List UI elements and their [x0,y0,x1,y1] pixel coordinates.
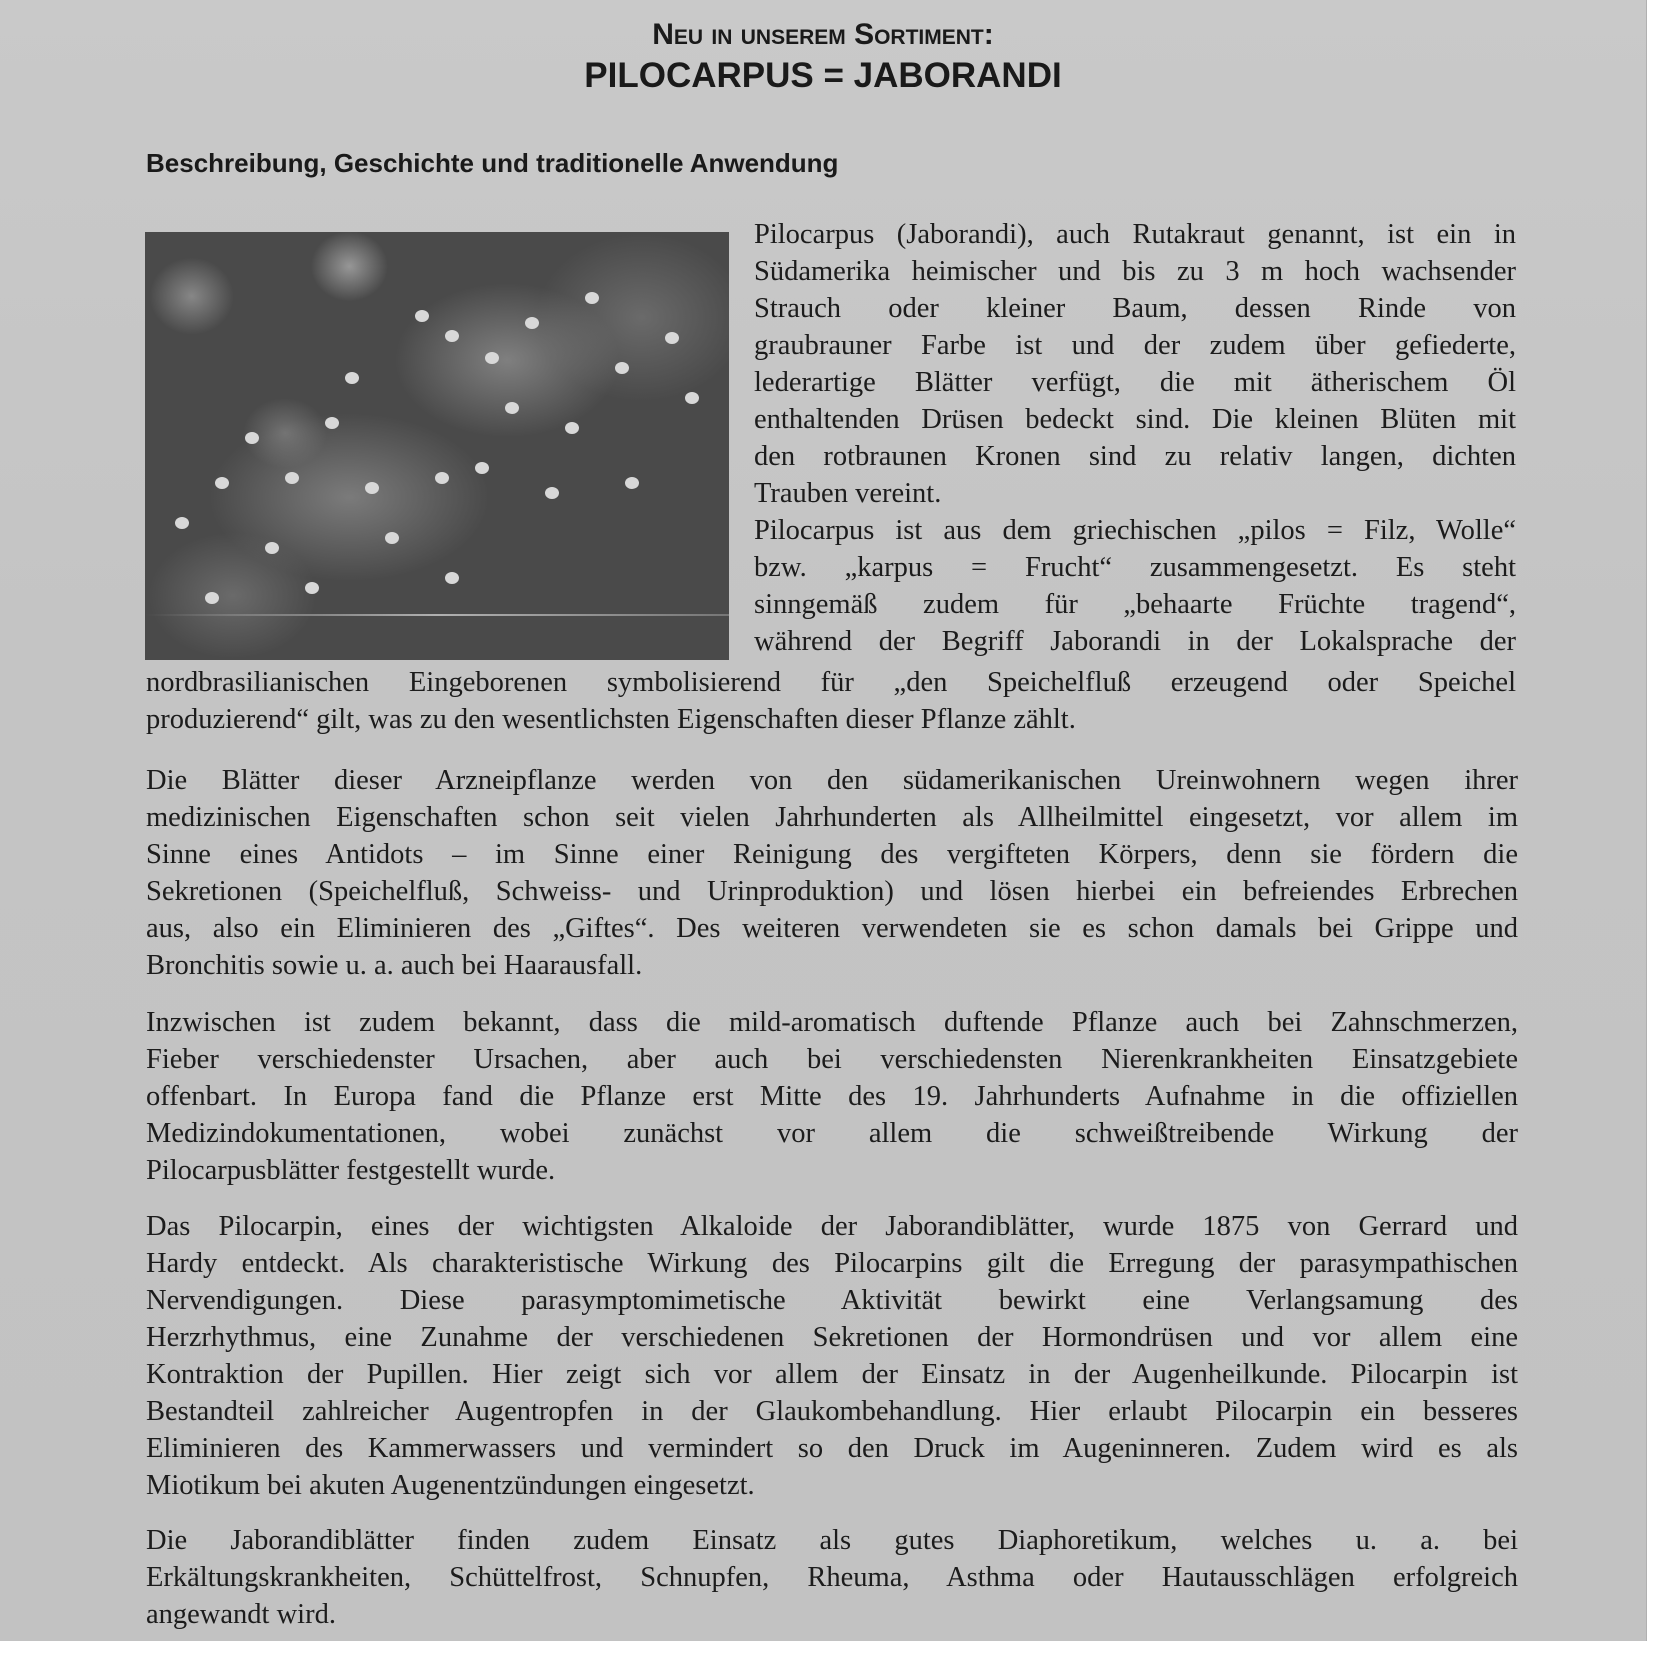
flower-stamen [565,422,579,434]
pilocarpin-paragraph [146,1208,1518,1504]
text-line: Trauben vereint. [754,478,942,509]
flower-stamen [265,542,279,554]
text-line: Fieber verschiedenster Ursachen, aber auch bei verschiedensten Nierenkrankheiten Einsatzgebiete [146,1044,1518,1075]
text-line: Bestandteil zahlreicher Augentropfen in der Glaukombehandlung. Hier erlaubt Pilocarpin ein besseres [146,1396,1518,1427]
text-line: produzierend“ gilt, was zu den wesentlichsten Eigenschaften dieser Pflanze zählt. [146,704,1076,735]
text-line: Miotikum bei akuten Augenentzündungen eingesetzt. [146,1470,755,1501]
flower-stamen [445,330,459,342]
flower-stamen [245,432,259,444]
flower-stamen [505,402,519,414]
text-line: Strauch oder kleiner Baum, dessen Rinde von [754,293,1516,324]
flower-stamen [215,477,229,489]
flower-stamen [445,572,459,584]
flower-stamen [205,592,219,604]
paper-crease [145,614,729,616]
uses-paragraph [146,1004,1518,1189]
page-header [0,18,1646,98]
text-line: Hardy entdeckt. Als charakteristische Wirkung des Pilocarpins gilt die Erregung der parasympathischen [146,1248,1518,1279]
text-line: Erkältungskrankheiten, Schüttelfrost, Schnupfen, Rheuma, Asthma oder Hautausschlägen erfolgreich [146,1562,1518,1593]
text-line: Sinne eines Antidots – im Sinne einer Reinigung des vergifteten Körpers, denn sie fördern die [146,839,1518,870]
text-line: aus, also ein Eliminieren des „Giftes“. Des weiteren verwendeten sie es schon damals bei Grippe und [146,913,1518,944]
flower-stamen [625,477,639,489]
flower-stamen [325,417,339,429]
plant-photo [145,232,729,660]
flower-stamen [365,482,379,494]
section-heading: Beschreibung, Geschichte und traditionelle Anwendung [146,148,839,178]
flower-stamen [175,517,189,529]
etymology-paragraph-continued [146,664,1516,738]
text-line: Medizindokumentationen, wobei zunächst vor allem die schweißtreibende Wirkung der [146,1118,1518,1149]
text-line: bzw. „karpus = Frucht“ zusammengesetzt. Es steht [754,552,1516,583]
text-line: Südamerika heimischer und bis zu 3 m hoch wachsender [754,256,1516,287]
flower-stamen [685,392,699,404]
text-line: Pilocarpus ist aus dem griechischen „pilos = Filz, Wolle“ [754,515,1516,546]
flower-stamen [475,462,489,474]
text-line: offenbart. In Europa fand die Pflanze erst Mitte des 19. Jahrhunderts Aufnahme in die offiziellen [146,1081,1518,1112]
text-line: Herzrhythmus, eine Zunahme der verschiedenen Sekretionen der Hormondrüsen und vor allem eine [146,1322,1518,1353]
history-paragraph [146,762,1518,984]
intro-paragraph [754,216,1516,660]
text-line: Pilocarpus (Jaborandi), auch Rutakraut genannt, ist ein in [754,219,1516,250]
text-line: medizinischen Eigenschaften schon seit vielen Jahrhunderten als Allheilmittel eingesetzt, vor allem im [146,802,1518,833]
flower-stamen [615,362,629,374]
text-line: sinngemäß zudem für „behaarte Früchte tragend“, [754,589,1516,620]
text-line: Bronchitis sowie u. a. auch bei Haarausfall. [146,950,643,981]
text-line: Die Jaborandiblätter finden zudem Einsatz als gutes Diaphoretikum, welches u. a. bei [146,1525,1518,1556]
text-line: lederartige Blätter verfügt, die mit ätherischem Öl [754,367,1516,398]
text-line: Sekretionen (Speichelfluß, Schweiss- und Urinproduktion) und lösen hierbei ein befreiendes Erbrechen [146,876,1518,907]
flower-stamen [545,487,559,499]
flower-stamen [585,292,599,304]
text-line: während der Begriff Jaborandi in der Lokalsprache der [754,626,1516,657]
text-line: nordbrasilianischen Eingeborenen symbolisierend für „den Speichelfluß erzeugend oder Speichel [146,667,1516,698]
page-title: PILOCARPUS = JABORANDI [584,56,1062,95]
flower-stamen [435,472,449,484]
flower-stamen [415,310,429,322]
flower-stamen [285,472,299,484]
text-line: Die Blätter dieser Arzneipflanze werden von den südamerikanischen Ureinwohnern wegen ihrer [146,765,1518,796]
text-line: Das Pilocarpin, eines der wichtigsten Alkaloide der Jaborandiblätter, wurde 1875 von Gerrard und [146,1211,1518,1242]
flower-stamen [485,352,499,364]
text-line: enthaltenden Drüsen bedeckt sind. Die kleinen Blüten mit [754,404,1516,435]
text-line: Kontraktion der Pupillen. Hier zeigt sich vor allem der Einsatz in der Augenheilkunde. Pilocarpin ist [146,1359,1518,1390]
flower-stamen [385,532,399,544]
text-line: Inzwischen ist zudem bekannt, dass die mild-aromatisch duftende Pflanze auch bei Zahnschmerzen, [146,1007,1518,1038]
flower-stamen [305,582,319,594]
text-line: graubrauner Farbe ist und der zudem über gefiederte, [754,330,1516,361]
flower-stamen [345,372,359,384]
text-line: Pilocarpusblätter festgestellt wurde. [146,1155,556,1186]
text-line: Eliminieren des Kammerwassers und vermindert so den Druck im Augeninneren. Zudem wird es als [146,1433,1518,1464]
text-line: angewandt wird. [146,1599,336,1630]
flower-stamen [665,332,679,344]
text-line: den rotbraunen Kronen sind zu relativ langen, dichten [754,441,1516,472]
diaphoretic-paragraph [146,1522,1518,1633]
header-kicker: Neu in unserem Sortiment: [652,18,994,51]
text-line: Nervendigungen. Diese parasymptomimetische Aktivität bewirkt eine Verlangsamung des [146,1285,1518,1316]
flower-stamen [525,317,539,329]
